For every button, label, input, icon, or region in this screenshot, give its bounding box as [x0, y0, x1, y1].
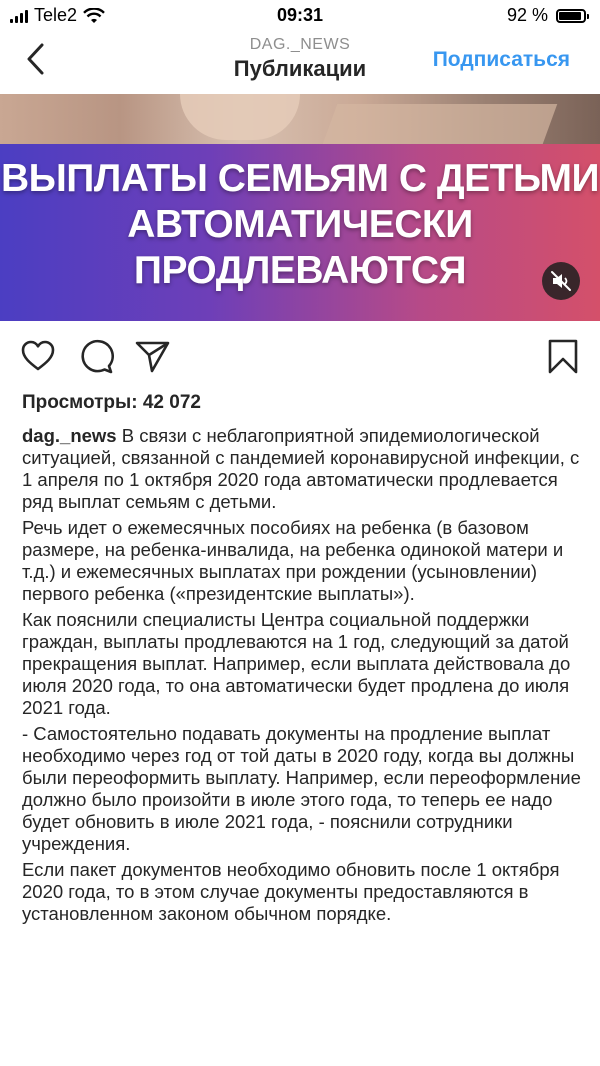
- status-bar: [0, 0, 600, 30]
- caption-paragraph: Если пакет документов необходимо обновить после 1 октября 2020 года, то в этом случае документы предоставляются в установленном законом обычном порядке.: [22, 859, 560, 924]
- battery-group: [507, 5, 586, 26]
- heart-icon[interactable]: [20, 338, 56, 374]
- share-icon[interactable]: [134, 338, 170, 374]
- caption-paragraph: Речь идет о ежемесячных пособиях на ребенка (в базовом размере, на ребенка-инвалида, на ребенка одинокой матери и т.д.) и ежемесячных выплатах при рождении (усыновлении) первого ребенка («президентские выплаты»).: [22, 517, 564, 604]
- page-title: Публикации: [233, 56, 367, 81]
- carrier-label: Tele2: [34, 5, 78, 25]
- mute-button[interactable]: [542, 262, 580, 300]
- post-media[interactable]: [0, 94, 600, 321]
- media-headline: ВЫПЛАТЫ СЕМЬЯМ С ДЕТЬМИ АВТОМАТИЧЕСКИ ПРОДЛЕВАЮТСЯ: [0, 157, 600, 292]
- follow-button[interactable]: Подписаться: [432, 48, 570, 71]
- battery-icon: [556, 9, 586, 23]
- account-name: DAG._NEWS: [249, 36, 351, 53]
- views-count: Просмотры: 42 072: [22, 392, 201, 413]
- action-bar: [0, 322, 600, 388]
- comment-icon[interactable]: [78, 338, 114, 374]
- post-caption: [22, 425, 584, 929]
- caption-paragraph: Как пояснили специалисты Центра социальной поддержки граждан, выплаты продлеваются на 1 год, следующий за датой прекращения выплат. Например, если выплата действовала до июля 2020 года, то она автоматически будет продлена до июля 2021 года.: [22, 609, 571, 718]
- bookmark-icon[interactable]: [545, 338, 581, 374]
- battery-percent: 92 %: [506, 5, 548, 25]
- caption-paragraph: dag._news В связи с неблагоприятной эпидемиологической ситуацией, связанной с пандемией коронавирусной инфекции, с 1 апреля по 1 октября 2020 года автоматически продлевается ряд выплат семьям с детьми.: [22, 425, 580, 512]
- muted-speaker-icon: [550, 270, 572, 292]
- media-photo: [0, 94, 600, 144]
- nav-header: [0, 30, 600, 94]
- clock: 09:31: [276, 5, 324, 25]
- caption-username[interactable]: dag._news: [22, 425, 117, 446]
- caption-paragraph: - Самостоятельно подавать документы на продление выплат необходимо через год от той даты в 2020 году, когда вы должны были переоформить выплату. Например, если переоформление должно было произойти в июле этого года, то теперь ее надо будет обновить в июле 2021 года, - пояснили сотрудники учреждения.: [22, 723, 581, 854]
